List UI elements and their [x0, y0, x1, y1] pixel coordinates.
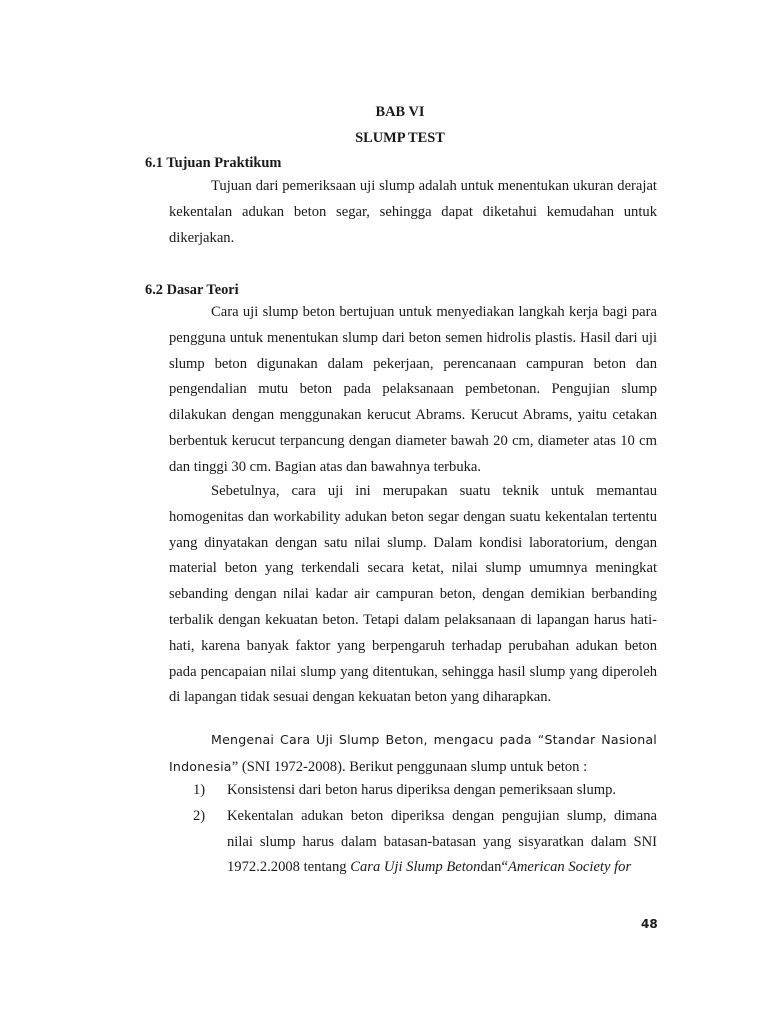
paragraph-dasar-teori-2: Sebetulnya, cara uji ini merupakan suatu teknik untuk memantau homogenitas dan workability adukan beton segar dengan suatu kekentalan tertentu yang dinyatakan dengan satu nilai slump. Dalam kondisi laboratorium, dengan material beton yang terkendali secara ketat, nilai slump umumnya meningkat sebanding dengan nilai kadar air campuran beton, dengan demikian berbanding terbalik dengan kekuatan beton. Tetapi dalam pelaksanaan di lapangan harus hati-hati, karena banyak faktor yang berpengaruh terhadap perubahan adukan beton pada pencapaian nilai slump yang ditentukan, sehingga hasil slump yang diperoleh di lapangan tidak sesuai dengan kekuatan beton yang diharapkan.: [169, 483, 657, 706]
list-item-number: 2): [193, 807, 206, 824]
sni-reference-rest: ” (SNI 1972-2008). Berikut penggunaan slump untuk beton :: [231, 758, 588, 775]
sni-reference-text: Mengenai Cara Uji Slump Beton, mengacu pada “Standar Nasional Indonesia: [169, 732, 657, 774]
italic-title-astm: American Society for: [507, 859, 632, 876]
section-heading-dasar-teori: 6.2 Dasar Teori: [145, 282, 239, 298]
page-number: 48: [641, 917, 658, 931]
slump-usage-list: [193, 778, 657, 881]
chapter-heading: BAB VI: [375, 104, 425, 120]
section-heading-tujuan: 6.1 Tujuan Praktikum: [145, 155, 282, 171]
list-item-text: Konsistensi dari beton harus diperiksa dengan pemeriksaan slump.: [227, 782, 617, 798]
italic-title-slump: Cara Uji Slump Beton: [350, 859, 481, 876]
list-item-text: Kekentalan adukan beton diperiksa dengan pengujian slump, dimana nilai slump harus dalam batasan-batasan yang sisyaratkan dalam SNI 1972.2.2008 tentang: [227, 807, 657, 876]
list-item-joiner: dan“: [480, 859, 508, 876]
paragraph-dasar-teori-3: [169, 727, 657, 781]
chapter-title: SLUMP TEST: [355, 130, 445, 146]
paragraph-dasar-teori-1: Cara uji slump beton bertujuan untuk menyediakan langkah kerja bagi para pengguna untuk menentukan slump dari beton semen hidrolis plastis. Hasil dari uji slump beton digunakan dalam pekerjaan, perencanaan campuran beton dan pengendalian mutu beton pada pelaksanaan pembetonan. Pengujian slump dilakukan dengan menggunakan kerucut Abrams. Kerucut Abrams, yaitu cetakan berbentuk kerucut terpancung dengan diameter bawah 20 cm, diameter atas 10 cm dan tinggi 30 cm. Bagian atas dan bawahnya terbuka.: [169, 304, 657, 475]
paragraph-tujuan: Tujuan dari pemeriksaan uji slump adalah untuk menentukan ukuran derajat kekentalan adukan beton segar, sehingga dapat diketahui kemudahan untuk dikerjakan.: [169, 178, 657, 246]
list-item: [193, 778, 657, 804]
list-item: [193, 804, 657, 881]
list-item-number: 1): [193, 782, 206, 798]
